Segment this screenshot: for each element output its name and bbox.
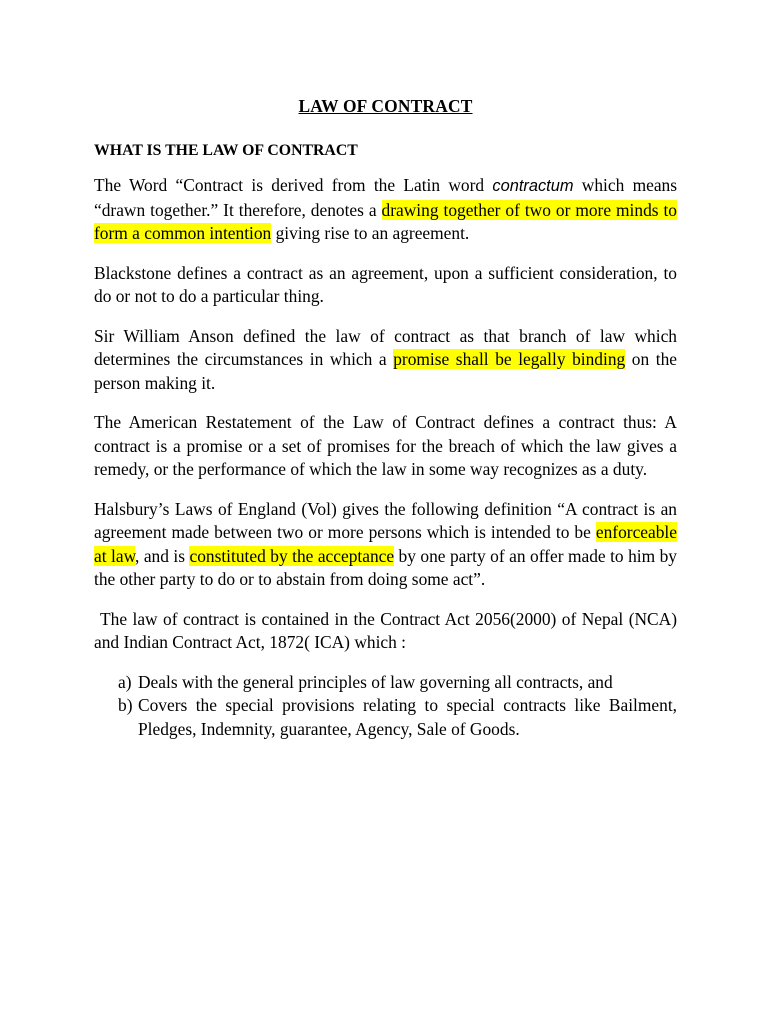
list-marker: b) xyxy=(118,695,133,715)
paragraph-contract-acts: The law of contract is contained in the Contract Act 2056(2000) of Nepal (NCA) and Indian Contract Act, 1872( ICA) which : xyxy=(94,608,677,652)
list-item xyxy=(94,671,677,695)
text-run: which means “drawn together.” It therefore, denotes a xyxy=(94,175,677,220)
paragraph-american-restatement: The American Restatement of the Law of Contract defines a contract thus: A contract is a promise or a set of promises for the breach of which the law gives a remedy, or the performance of which the law in some way recognizes as a duty. xyxy=(94,412,677,479)
list-item-text: Covers the special provisions relating to special contracts like Bailment, Pledges, Indemnity, guarantee, Agency, Sale of Goods. xyxy=(138,695,677,739)
highlighted-text: drawing together of two or more minds to form a common intention xyxy=(94,199,678,243)
highlighted-text: promise shall be legally binding xyxy=(393,349,626,369)
list-marker: a) xyxy=(118,671,132,692)
paragraph-etymology xyxy=(94,174,677,246)
document-page xyxy=(94,95,677,741)
section-heading: WHAT IS THE LAW OF CONTRACT xyxy=(94,141,358,159)
list-item-text: Deals with the general principles of law governing all contracts, and xyxy=(138,671,613,692)
provisions-list xyxy=(94,671,677,742)
latin-term: contractum xyxy=(492,177,574,195)
text-run: Halsbury’s Laws of England (Vol) gives the following definition “A contract is an agreement made between two or more persons which is intended to be xyxy=(94,498,677,542)
list-item xyxy=(94,694,677,741)
text-run: on the person making it. xyxy=(94,349,677,393)
text-run: giving rise to an agreement. xyxy=(271,223,470,243)
paragraph-halsbury xyxy=(94,498,677,592)
text-run: The Word “Contract is derived from the Latin word xyxy=(94,175,493,195)
highlighted-text: enforceable at law xyxy=(94,522,677,566)
highlighted-text: constituted by the acceptance xyxy=(189,545,395,566)
text-run: by one party of an offer made to him by the other party to do or to abstain from doing some act”. xyxy=(94,545,677,589)
text-run: Sir William Anson defined the law of contract as that branch of law which determines the circumstances in which a xyxy=(94,325,677,369)
text-run: , and is xyxy=(135,545,190,566)
document-title: LAW OF CONTRACT xyxy=(298,96,473,116)
paragraph-anson xyxy=(94,325,677,396)
paragraph-blackstone: Blackstone defines a contract as an agreement, upon a sufficient consideration, to do or not to do a particular thing. xyxy=(94,262,677,306)
